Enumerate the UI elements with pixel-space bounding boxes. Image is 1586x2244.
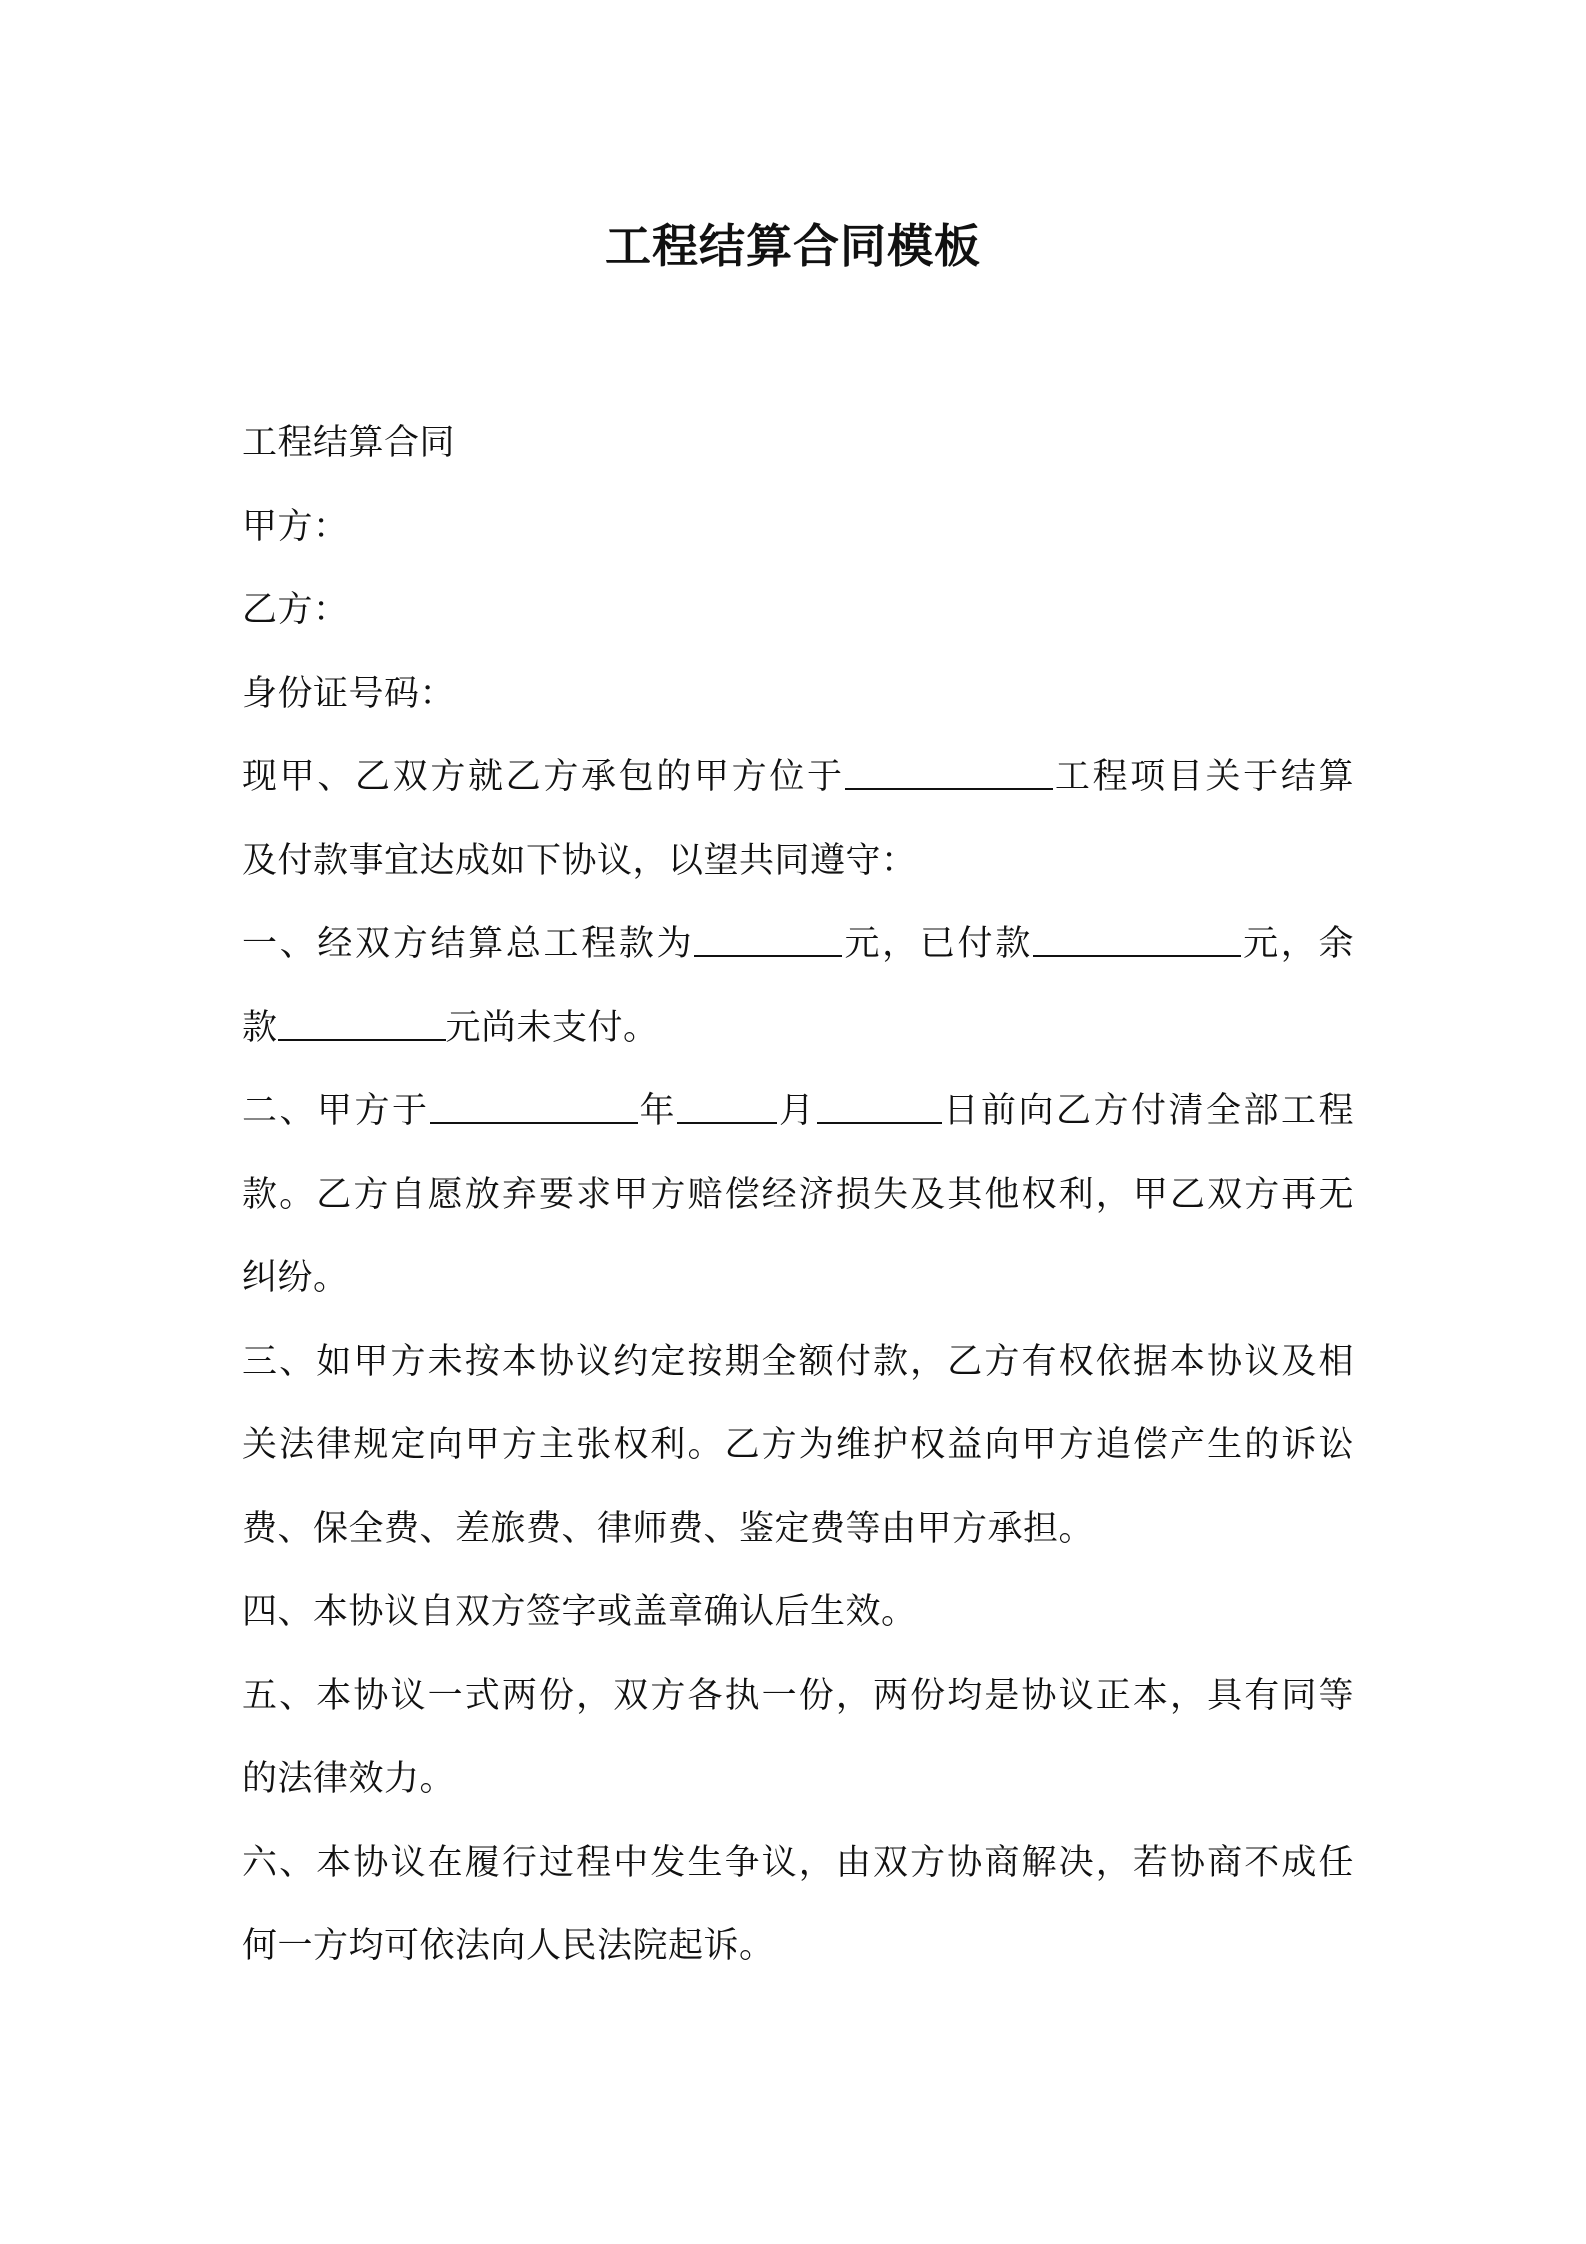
clause-6-line-2: 何一方均可依法向人民法院起诉。 [242,1926,775,1966]
clause-3-line-2: 关法律规定向甲方主张权利。乙方为维护权益向甲方追偿产生的诉讼 [242,1425,1354,1465]
clause-3-line-1: 三、如甲方未按本协议约定按期全额付款，乙方有权依据本协议及相 [242,1341,1354,1382]
clause-1-line-1 [242,903,1354,987]
clause-5 [242,1655,1354,1822]
clause-3-line-3: 费、保全费、差旅费、律师费、鉴定费等由甲方承担。 [242,1508,1095,1549]
contract-heading: 工程结算合同 [242,423,456,463]
clause-5-line-2: 的法律效力。 [242,1759,456,1799]
clause-2 [242,1070,1354,1321]
clause-5-line-1: 五、本协议一式两份，双方各执一份，两份均是协议正本，具有同等 [242,1675,1354,1716]
clause-1-line-2 [242,987,1354,1071]
clause-4-line-1: 四、本协议自双方签字或盖章确认后生效。 [242,1592,917,1632]
party-b-label: 乙方： [242,590,349,630]
intro-text-b: 工程项目关于结算 [1052,757,1354,797]
total-amount-blank [694,925,842,957]
clause-1-text-e: 元尚未支付。 [445,1007,659,1048]
project-location-blank [845,758,1053,790]
clause-2-line-2: 款。乙方自愿放弃要求甲方赔偿经济损失及其他权利，甲乙双方再无 [242,1174,1354,1215]
intro-line-1 [242,736,1354,820]
clause-2-line-1 [242,1070,1354,1154]
clause-2-text-b: 年 [637,1091,677,1131]
clause-2-text-d: 日前向乙方付清全部工程 [941,1091,1354,1131]
clause-1-text-c: 元，余 [1240,924,1354,964]
clause-1-text-a: 一、经双方结算总工程款为 [242,924,695,964]
paid-amount-blank [1033,925,1241,957]
intro-text-a: 现甲、乙双方就乙方承包的甲方位于 [242,757,845,797]
month-blank [677,1092,777,1124]
clause-2-text-a: 二、甲方于 [242,1091,430,1131]
year-blank [430,1092,638,1124]
intro-paragraph [242,736,1354,903]
clause-6 [242,1822,1354,1989]
intro-line-2: 及付款事宜达成如下协议，以望共同遵守： [242,840,917,881]
clause-2-text-c: 月 [777,1091,817,1131]
clause-3 [242,1321,1354,1572]
party-a-label: 甲方： [242,506,349,547]
clause-1-text-d: 款 [242,1007,278,1048]
document-title: 工程结算合同模板 [605,219,981,273]
document-body [242,402,1354,1989]
id-number-label: 身份证号码： [242,673,456,714]
clause-1-text-b: 元，已付款 [842,924,1033,964]
clause-4 [242,1571,1354,1655]
clause-6-line-1: 六、本协议在履行过程中发生争议，由双方协商解决，若协商不成任 [242,1842,1354,1883]
day-blank [817,1092,942,1124]
clause-2-line-3: 纠纷。 [242,1258,349,1298]
clause-1 [242,903,1354,1070]
balance-amount-blank [278,1009,446,1041]
